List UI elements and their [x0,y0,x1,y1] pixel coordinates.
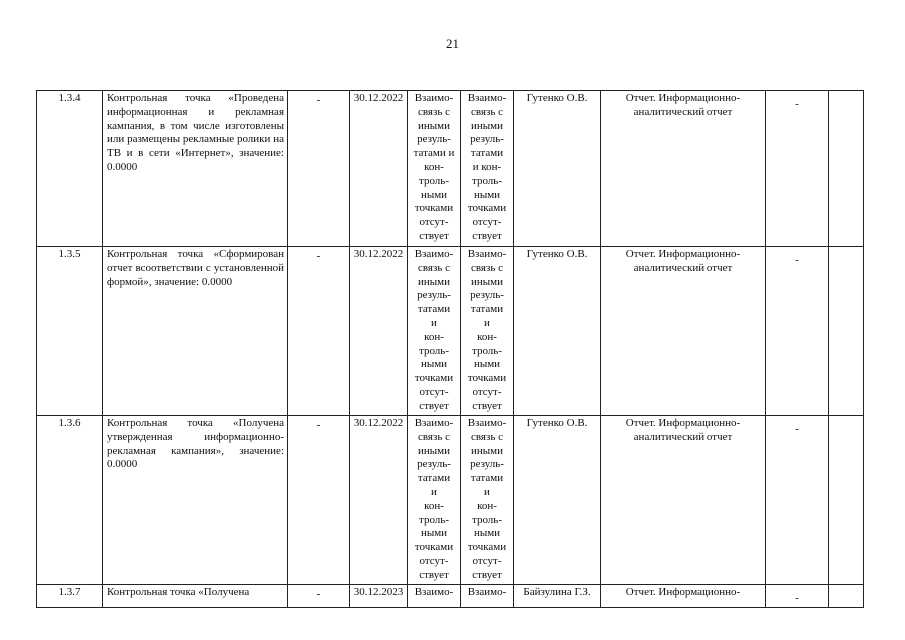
responsible-cell: Байзулина Г.З. [514,585,601,608]
relation-results-line: отсут- [419,216,449,229]
relation-points-line: отсут- [472,216,502,229]
relation-points-line: связь с [471,261,503,274]
relation-results-line: ными [420,527,448,540]
level-cell [766,91,829,247]
relation-points-cell [461,585,514,608]
relation-results-line: связь с [418,105,450,118]
previous-value-cell [288,247,350,416]
relation-results-line: отсут- [419,385,449,398]
document-type-cell: Отчет. Информационно-аналитический отчет [601,247,766,416]
relation-points-line: отсут- [472,385,502,398]
relation-results-line: иными [417,119,450,132]
row-number-cell: 1.3.4 [37,91,103,247]
relation-results-line: Взаимо- [414,92,454,104]
relation-results-line: троль- [419,513,449,526]
level-cell [766,416,829,585]
previous-value-cell [288,585,350,608]
extra-cell [829,247,864,416]
relation-points-cell [461,416,514,585]
document-type-cell: Отчет. Информационно-аналитический отчет [601,91,766,247]
relation-results-cell [408,416,461,585]
relation-points-line: ными [473,527,501,540]
control-point-name-cell: Контрольная точка «Получена утвержденная информационно-рекламная кампания», значение: 0.0000 [103,416,288,585]
relation-points-line: иными [470,119,503,132]
relation-results-line: ствует [419,229,449,242]
relation-points-line: резуль- [470,458,504,471]
relation-points-line: ствует [472,568,502,581]
relation-results-line: татами и [413,147,455,160]
relation-points-line: ными [473,358,501,371]
relation-results-line: татами [417,472,451,485]
due-date-cell: 30.12.2022 [350,247,408,416]
relation-results-line: ствует [419,399,449,412]
relation-results-line: ствует [419,568,449,581]
relation-points-line: кон- [477,330,497,343]
due-date-cell: 30.12.2022 [350,416,408,585]
level-cell [766,247,829,416]
row-number-cell: 1.3.5 [37,247,103,416]
relation-points-line: отсут- [472,554,502,567]
level-dash: - [795,98,799,110]
relation-results-line: резуль- [417,133,451,146]
relation-results-line: троль- [419,344,449,357]
previous-value-dash: - [316,419,321,431]
relation-points-line: кон- [477,499,497,512]
relation-results-line: кон- [424,160,444,173]
relation-points-line: точками [467,541,507,554]
relation-points-line: татами [470,472,504,485]
relation-points-line: иными [470,275,503,288]
previous-value-cell [288,416,350,585]
relation-results-line: ными [420,188,448,201]
relation-points-cell [461,247,514,416]
relation-points-line: троль- [472,174,502,187]
relation-results-line: резуль- [417,289,451,302]
document-type-cell: Отчет. Информационно- [601,585,766,608]
relation-points-line: ными [473,188,501,201]
relation-results-cell [408,585,461,608]
extra-cell [829,585,864,608]
relation-results-line: троль- [419,174,449,187]
relation-results-line: кон- [424,330,444,343]
relation-results-cell [408,91,461,247]
relation-points-line: и [484,485,490,498]
level-dash: - [795,423,799,435]
responsible-cell: Гутенко О.В. [514,91,601,247]
relation-results-cell [408,247,461,416]
relation-points-line: точками [467,372,507,385]
extra-cell [829,416,864,585]
relation-results-line: связь с [418,430,450,443]
relation-results-line: иными [417,444,450,457]
table-row [37,416,864,585]
relation-results-line: Взаимо- [414,248,454,260]
relation-points-line: резуль- [470,289,504,302]
relation-results-line: ными [420,358,448,371]
level-dash: - [795,254,799,266]
relation-points-line: Взаимо- [467,417,507,429]
level-dash: - [795,592,799,604]
relation-points-line: резуль- [470,133,504,146]
level-cell [766,585,829,608]
relation-points-line: Взаимо- [467,92,507,104]
relation-results-line: связь с [418,261,450,274]
relation-results-line: татами [417,303,451,316]
responsible-cell: Гутенко О.В. [514,416,601,585]
relation-points-line: Взаимо- [467,586,507,598]
relation-points-line: ствует [472,229,502,242]
row-number-cell: 1.3.7 [37,585,103,608]
relation-points-line: Взаимо- [467,248,507,260]
relation-results-line: и [431,485,437,498]
control-point-name-cell: Контрольная точка «Проведена информационная и рекламная кампания, в том числе изготовлены или размещены рекламные ролики на ТВ и в сети «Интернет», значение: 0.0000 [103,91,288,247]
control-point-name-cell: Контрольная точка «Сформирован отчет всоответствии с установленной формой», значение: 0.0000 [103,247,288,416]
relation-results-line: резуль- [417,458,451,471]
responsible-cell: Гутенко О.В. [514,247,601,416]
relation-results-line: кон- [424,499,444,512]
previous-value-dash: - [316,250,321,262]
previous-value-dash: - [316,588,321,600]
document-type-cell: Отчет. Информационно-аналитический отчет [601,416,766,585]
relation-points-line: и кон- [472,160,502,173]
relation-points-line: татами [470,147,504,160]
previous-value-dash: - [316,94,321,106]
relation-points-line: троль- [472,344,502,357]
relation-points-line: татами [470,303,504,316]
table-body [37,91,864,608]
due-date-cell: 30.12.2022 [350,91,408,247]
previous-value-cell [288,91,350,247]
relation-points-line: иными [470,444,503,457]
relation-results-line: Взаимо- [414,586,454,598]
relation-points-line: связь с [471,430,503,443]
table-row [37,247,864,416]
relation-results-line: отсут- [419,554,449,567]
control-points-table [36,90,864,608]
table-row [37,585,864,608]
relation-points-line: связь с [471,105,503,118]
row-number-cell: 1.3.6 [37,416,103,585]
extra-cell [829,91,864,247]
relation-points-cell [461,91,514,247]
relation-results-line: и [431,316,437,329]
relation-results-line: точками [414,541,454,554]
relation-points-line: ствует [472,399,502,412]
relation-results-line: Взаимо- [414,417,454,429]
relation-results-line: точками [414,372,454,385]
relation-points-line: точками [467,202,507,215]
table-row [37,91,864,247]
relation-results-line: иными [417,275,450,288]
relation-results-line: точками [414,202,454,215]
page-number: 21 [446,36,459,51]
relation-points-line: троль- [472,513,502,526]
relation-points-line: и [484,316,490,329]
control-point-name-cell: Контрольная точка «Получена [103,585,288,608]
due-date-cell: 30.12.2023 [350,585,408,608]
